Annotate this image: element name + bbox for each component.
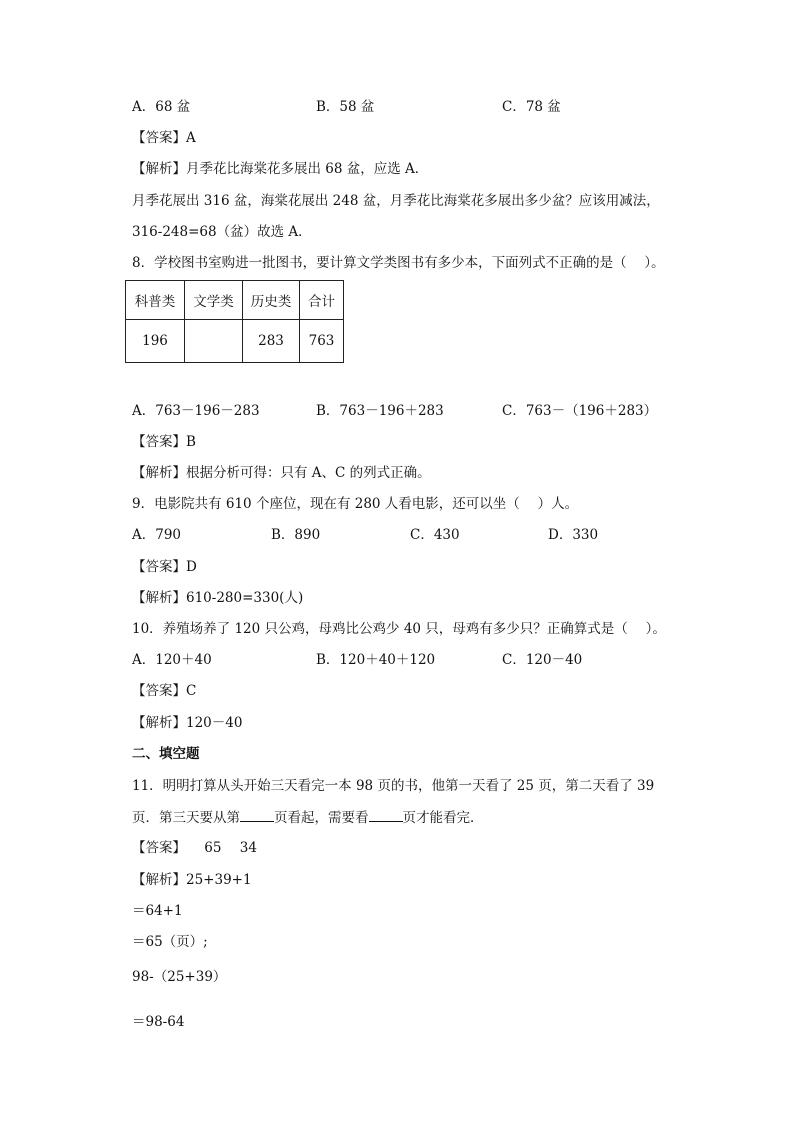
q10-option-c: C．120－40 (502, 652, 583, 668)
q7-explain-line1: 月季花展出 316 盆，海棠花展出 248 盆，月季花比海棠花多展出多少盆？应该用减法， (132, 193, 660, 209)
q11-answer-label: 【答案】 (132, 840, 186, 856)
q8-option-a: A．763－196－283 (132, 403, 260, 419)
q11-step-3: 98-（25+39） (132, 969, 227, 985)
q10-question: 10．养殖场养了 120 只公鸡，母鸡比公鸡少 40 只，母鸡有多少只？正确算式是（ ）。 (132, 621, 666, 637)
q11-step-4: ＝98-64 (132, 1014, 185, 1030)
q9-answer: 【答案】D (132, 559, 197, 575)
q8-answer: 【答案】B (132, 434, 196, 450)
q11-text-part3: 页才能看完． (402, 810, 484, 826)
q10-option-b: B．120＋40＋120 (316, 652, 436, 668)
q8-option-c: C．763－（196＋283） (502, 403, 658, 419)
q11-question-line2 (132, 807, 484, 828)
q8-book-table (125, 280, 344, 363)
q9-analysis: 【解析】610-280=330(人) (132, 590, 304, 606)
q9-option-a: A．790 (132, 527, 182, 543)
q11-answer (132, 838, 257, 858)
table-cell: 196 (126, 320, 185, 363)
q9-option-b: B．890 (271, 527, 321, 543)
q9-option-c: C．430 (410, 527, 460, 543)
q7-explain-line2: 316-248=68（盆）故选 A． (132, 224, 312, 240)
q11-step-2: ＝65（页）; (132, 934, 208, 950)
table-header-cell: 文学类 (185, 281, 243, 320)
q10-answer: 【答案】C (132, 683, 197, 699)
q11-answer-value-1: 65 (204, 840, 222, 856)
q8-option-b: B．763－196＋283 (316, 403, 444, 419)
q11-question-line1: 11．明明打算从头开始三天看完一本 98 页的书，他第一天看了 25 页，第二天看了 39 (132, 778, 655, 794)
q11-blank-2 (369, 807, 403, 822)
q8-question: 8．学校图书室购进一批图书，要计算文学类图书有多少本，下面列式不正确的是（ ）。 (132, 255, 665, 271)
table-header-cell: 科普类 (126, 281, 185, 320)
q7-option-b: B．58 盆 (316, 99, 375, 115)
q11-analysis: 【解析】25+39+1 (132, 872, 252, 888)
q7-option-a: A．68 盆 (132, 99, 191, 115)
table-header-cell: 历史类 (243, 281, 300, 320)
table-cell: 763 (300, 320, 344, 363)
q9-option-d: D．330 (548, 527, 599, 543)
q11-answer-value-2: 34 (239, 840, 257, 856)
table-cell: 283 (243, 320, 300, 363)
section-title-fill-in: 二、填空题 (132, 746, 200, 762)
q8-analysis: 【解析】根据分析可得：只有 A、C 的列式正确。 (132, 465, 431, 481)
q11-blank-1 (240, 807, 274, 822)
q7-analysis: 【解析】月季花比海棠花多展出 68 盆，应选 A． (132, 161, 429, 177)
q11-text-part1: 页．第三天要从第 (132, 810, 240, 826)
q11-step-1: ＝64+1 (132, 903, 183, 919)
q9-question: 9．电影院共有 610 个座位，现在有 280 人看电影，还可以坐（ ）人。 (132, 496, 579, 512)
table-cell (185, 320, 243, 363)
q10-option-a: A．120＋40 (132, 652, 212, 668)
q11-text-part2: 页看起，需要看 (274, 810, 369, 826)
q7-option-c: C．78 盆 (502, 99, 561, 115)
q7-answer: 【答案】A (132, 130, 196, 146)
table-header-cell: 合计 (300, 281, 344, 320)
q10-analysis: 【解析】120－40 (132, 715, 243, 731)
